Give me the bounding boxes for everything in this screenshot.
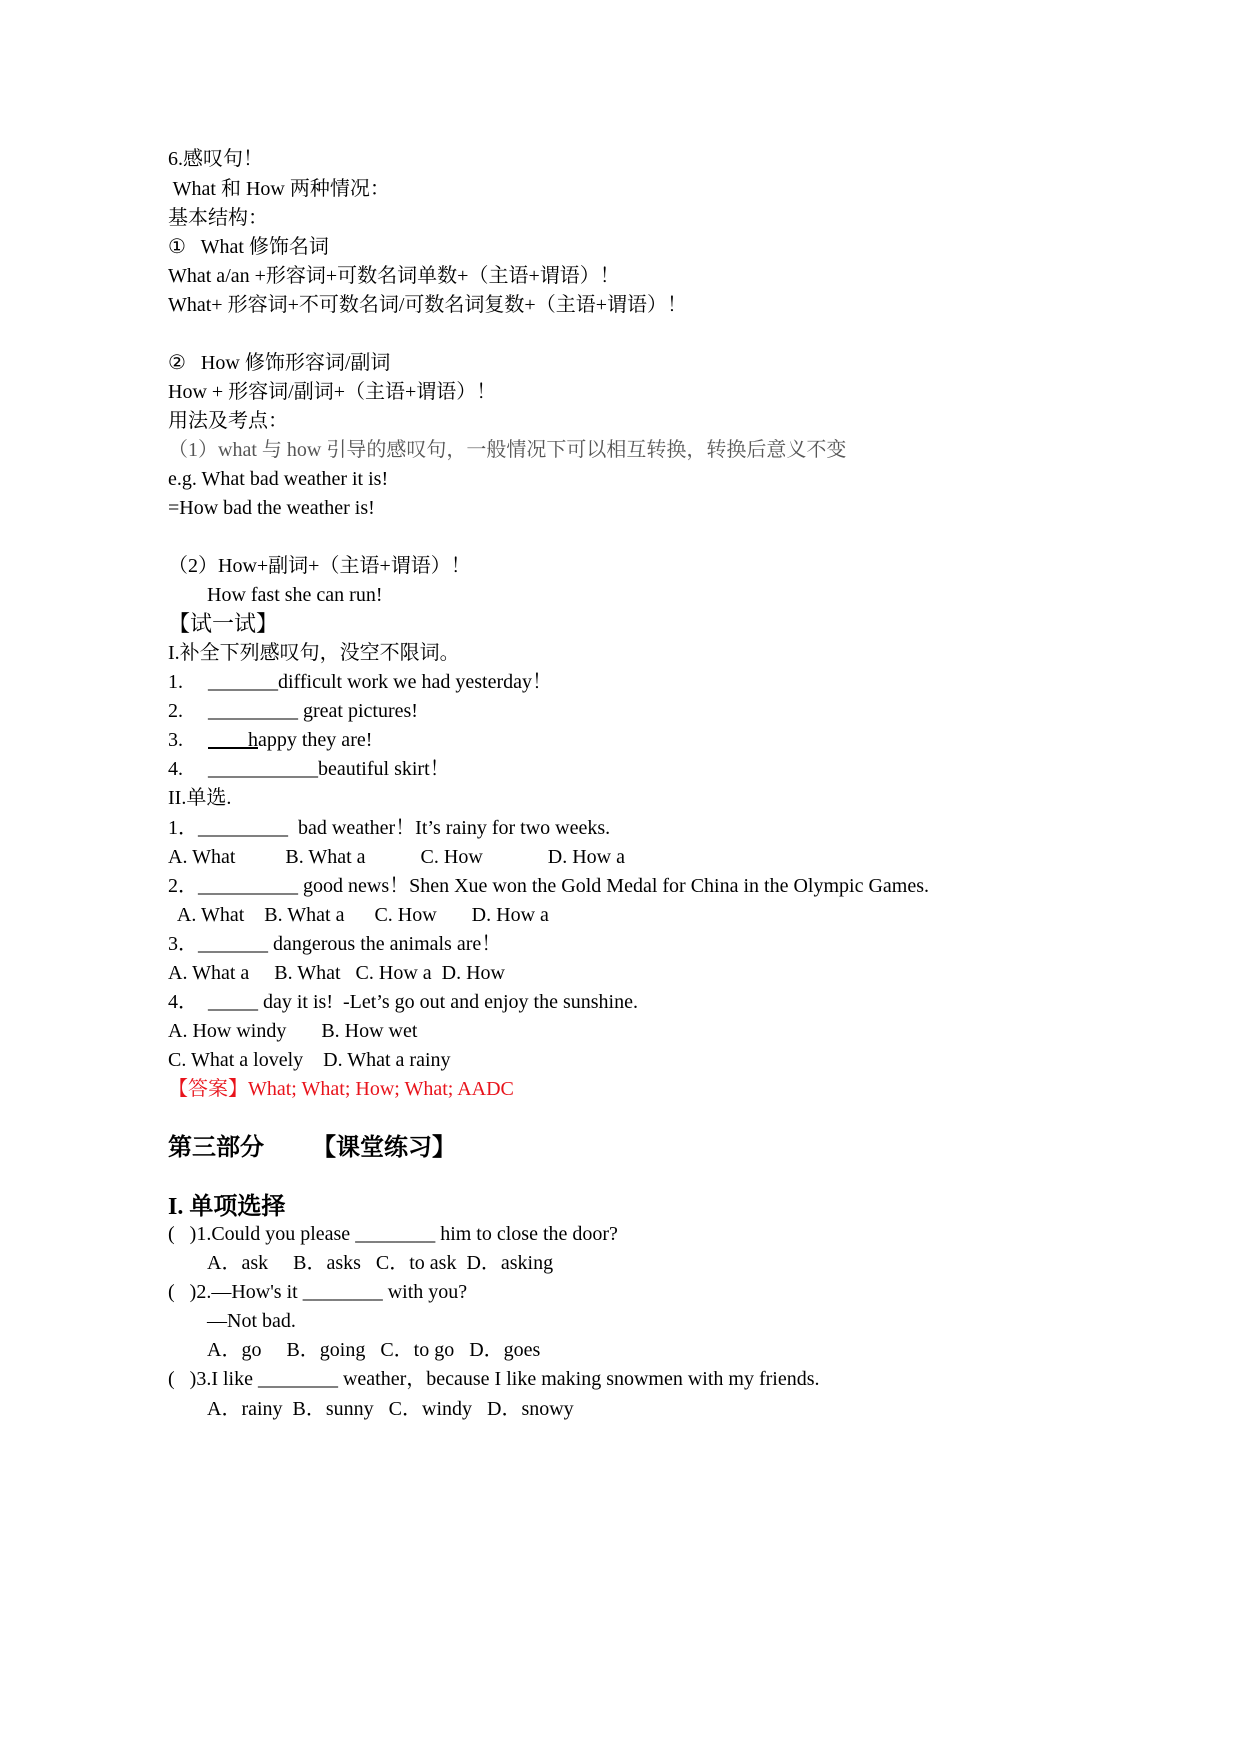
dialogue-line: —Not bad. [207,1310,296,1332]
options-line: A．rainy B．sunny C．windy D．snowy [207,1398,574,1420]
text-line: What 和 How 两种情况： [168,178,390,200]
question-line: 3．_______ dangerous the animals are！ [168,933,502,955]
blank-underline: h [208,729,258,751]
options-line: A. How windy B. How wet [168,1020,418,1042]
exercise-item: 2. _________ great pictures! [168,700,418,722]
part-three-heading: 第三部分 【课堂练习】 [168,1135,456,1161]
options-line: A. What B. What a C. How D. How a [168,904,549,926]
options-line: A. What a B. What C. How a D. How [168,962,505,984]
exercise-item: 1. _______difficult work we had yesterday！ [168,671,552,693]
question-line: 4． _____ day it is! -Let’s go out and enjoy the sunshine. [168,991,638,1013]
text-line: 基本结构： [168,207,268,229]
question-line: ( )1.Could you please ________ him to close the door? [168,1223,618,1245]
section-heading-try: 【试一试】 [168,611,279,636]
options-line: A．ask B．asks C．to ask D．asking [207,1252,554,1274]
section-heading-exclamation: 6.感叹句！ [168,148,263,170]
exercise-item: 4. ___________beautiful skirt！ [168,758,450,780]
options-line: A. What B. What a C. How D. How a [168,846,625,868]
question-line: 1．_________ bad weather！It’s rainy for two weeks. [168,817,611,839]
question-line: 2．__________ good news！Shen Xue won the Gold Medal for China in the Olympic Games. [168,875,930,897]
options-line: A．go B．going C．to go D．goes [207,1339,541,1361]
text-line: 用法及考点： [168,410,288,432]
question-line: ( )2.—How's it ________ with you? [168,1281,468,1303]
text-line: How + 形容词/副词+（主语+谓语）！ [168,381,497,403]
options-line: C. What a lovely D. What a rainy [168,1049,451,1071]
question-line: ( )3.I like ________ weather，because I like making snowmen with my friends. [168,1368,820,1390]
text-line: What a/an +形容词+可数名词单数+（主语+谓语）！ [168,265,620,287]
example-line: How fast she can run! [207,584,383,606]
exercise-text: appy they are! [258,729,373,751]
answer-key: 【答案】What; What; How; What; AADC [168,1078,514,1100]
exercise-item [168,727,372,753]
text-line: （2）How+副词+（主语+谓语）！ [168,555,471,577]
example-line: =How bad the weather is! [168,497,375,519]
single-choice-heading: I. 单项选择 [168,1194,286,1220]
exercise-number: 3. [168,729,208,751]
usage-note: （1）what 与 how 引导的感叹句，一般情况下可以相互转换，转换后意义不变 [168,439,847,461]
text-line: ① What 修饰名词 [168,236,329,258]
text-line: What+ 形容词+不可数名词/可数名词复数+（主语+谓语）！ [168,294,687,316]
text-line: ② How 修饰形容词/副词 [168,352,391,374]
example-line: e.g. What bad weather it is! [168,468,389,490]
exercise-instruction: II.单选. [168,787,232,809]
exercise-instruction: I.补全下列感叹句，没空不限词。 [168,642,460,664]
